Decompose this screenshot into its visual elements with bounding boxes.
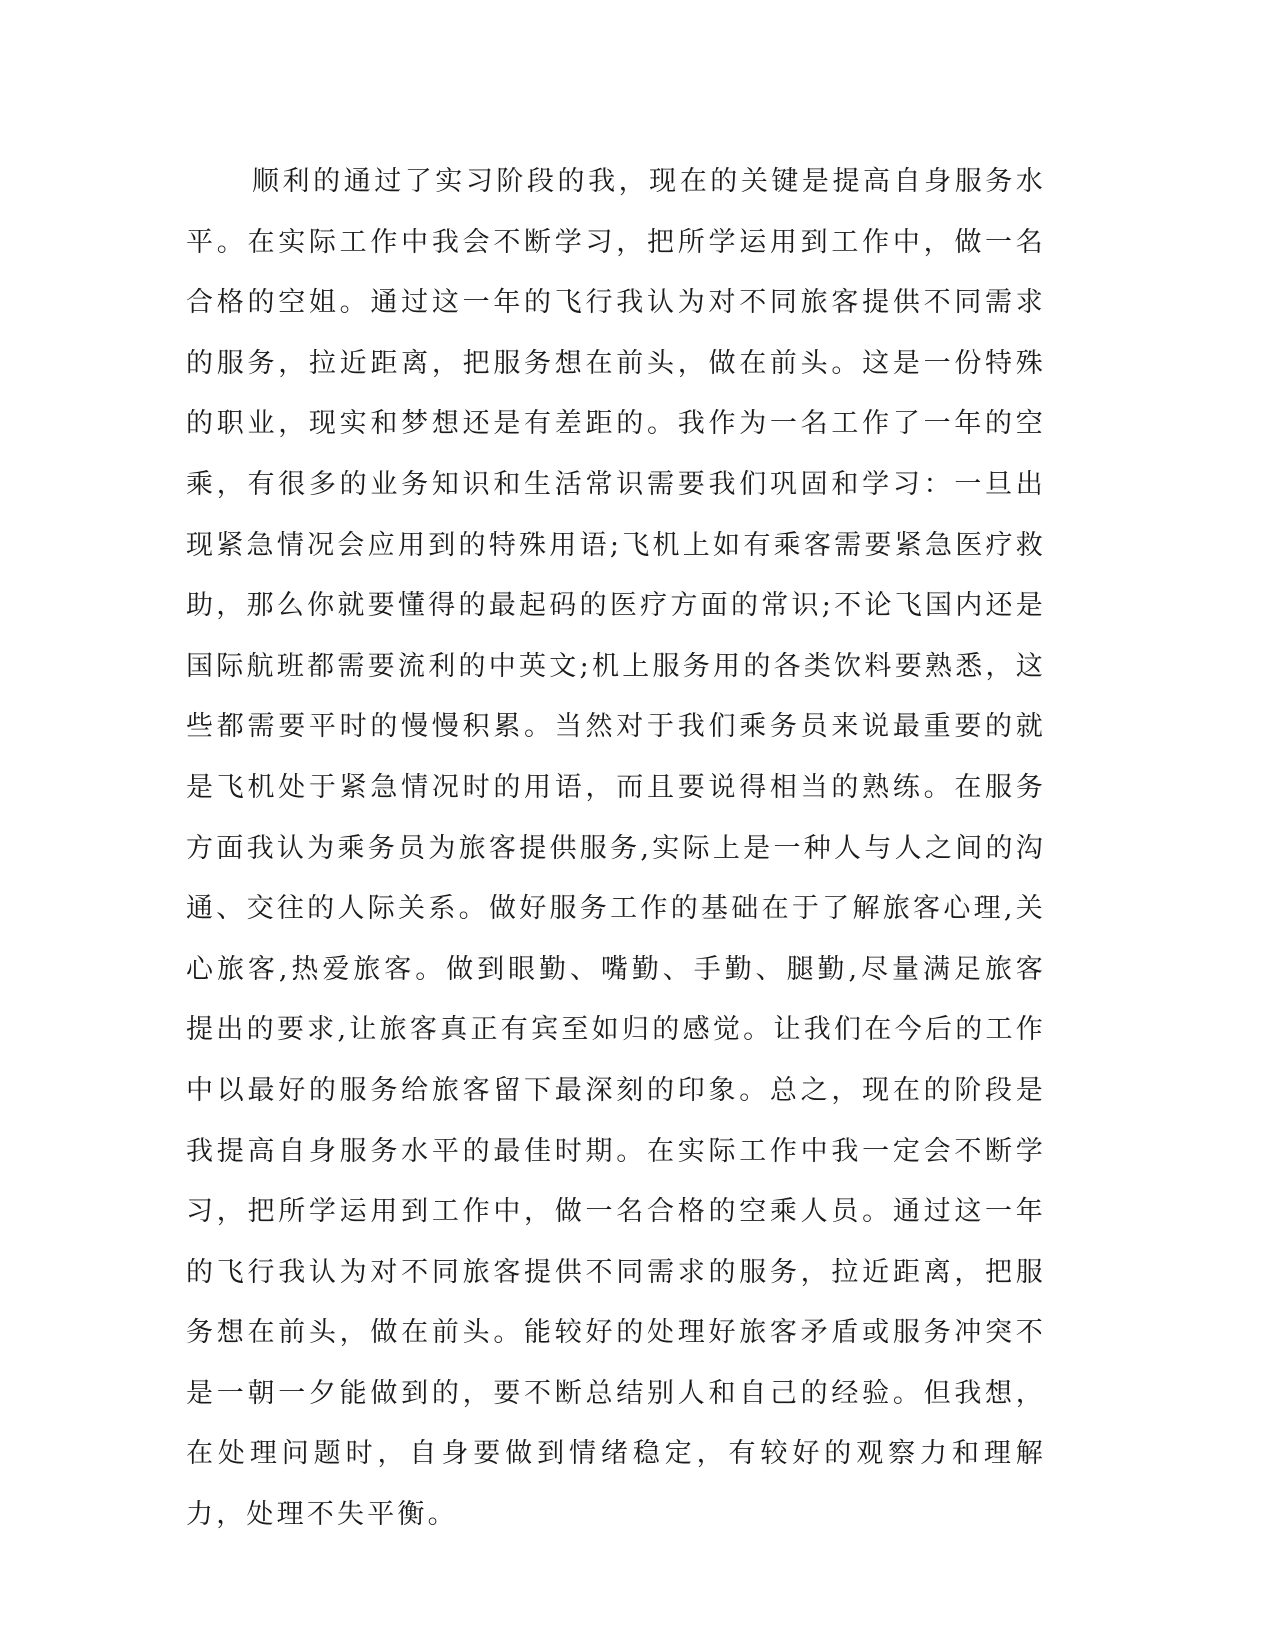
body-paragraph: 顺利的通过了实习阶段的我，现在的关键是提高自身服务水平。在实际工作中我会不断学习，把所学运用到工作中，做一名合格的空姐。通过这一年的飞行我认为对不同旅客提供不同需求的服务，拉近距离，把服务想在前头，做在前头。这是一份特殊的职业，现实和梦想还是有差距的。我作为一名工作了一年的空乘，有很多的业务知识和生活常识需要我们巩固和学习：一旦出现紧急情况会应用到的特殊用语;飞机上如有乘客需要紧急医疗救助，那么你就要懂得的最起码的医疗方面的常识;不论飞国内还是国际航班都需要流利的中英文;机上服务用的各类饮料要熟悉，这些都需要平时的慢慢积累。当然对于我们乘务员来说最重要的就是飞机处于紧急情况时的用语，而且要说得相当的熟练。在服务方面我认为乘务员为旅客提供服务,实际上是一种人与人之间的沟通、交往的人际关系。做好服务工作的基础在于了解旅客心理,关心旅客,热爱旅客。做到眼勤、嘴勤、手勤、腿勤,尽量满足旅客提出的要求,让旅客真正有宾至如归的感觉。让我们在今后的工作中以最好的服务给旅客留下最深刻的印象。总之，现在的阶段是我提高自身服务水平的最佳时期。在实际工作中我一定会不断学习，把所学运用到工作中，做一名合格的空乘人员。通过这一年的飞行我认为对不同旅客提供不同需求的服务，拉近距离，把服务想在前头，做在前头。能较好的处理好旅客矛盾或服务冲突不是一朝一夕能做到的，要不断总结别人和自己的经验。但我想，在处理问题时，自身要做到情绪稳定，有较好的观察力和理解力，处理不失平衡。: [186, 166, 1046, 1531]
